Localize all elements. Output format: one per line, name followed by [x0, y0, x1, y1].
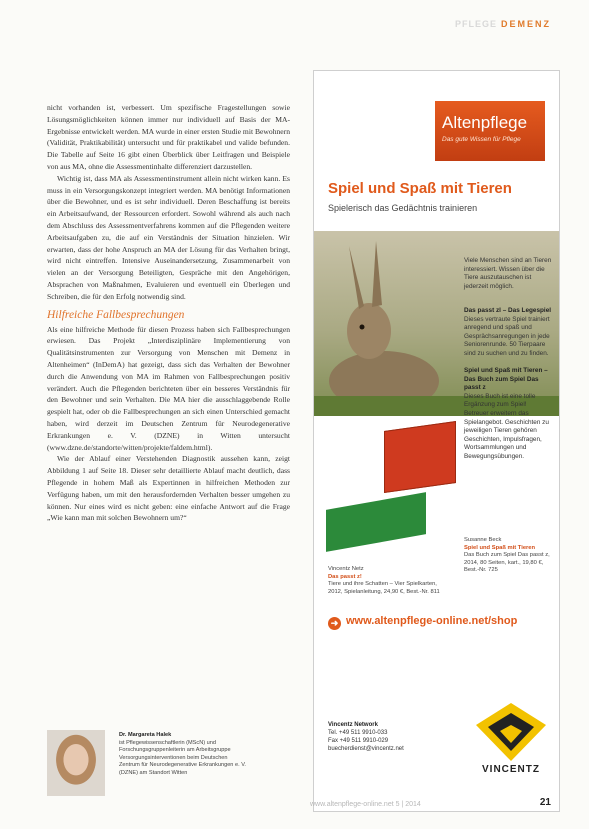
subheading: Hilfreiche Fallbesprechungen [47, 308, 185, 321]
article-column [47, 102, 290, 524]
author-photo [47, 730, 105, 796]
game-heading: Das passt zl – Das Legespiel [464, 307, 552, 314]
footer-url: www.altenpflege-online.net 5 | 2014 [310, 801, 421, 808]
ad-title: Spiel und Spaß mit Tieren [328, 180, 512, 197]
book-block [464, 367, 552, 462]
game-block [464, 307, 552, 359]
book-heading: Spiel und Spaß mit Tieren – Das Buch zum Spiel Das passt z [464, 367, 548, 392]
fax: Fax +49 511 9910-029 [328, 738, 389, 744]
game-caption [328, 566, 453, 596]
altenpflege-logo [435, 101, 545, 161]
section-prefix: PFLEGE [454, 19, 497, 29]
ad-subtitle: Spielerisch das Gedächtnis trainieren [328, 203, 478, 213]
game-cap-title: Das passt z! [328, 573, 362, 580]
advertisement [313, 70, 560, 812]
book-text: Dieses Buch ist eine tolle Ergänzung zum Spiel! Betreuer erweitern das Spielangebot. Geschichten zu jeweiligen Tieren gehören Geschichten, Impulsfragen, Wortsammlungen und Bewegungsübungen. [464, 392, 549, 460]
shop-link[interactable] [328, 616, 517, 630]
author-bio-text: ist Pflegewissenschaftlerin (MScN) und Forschungsgruppenleiterin am Arbeitsgruppe Versorgungsinterventionen beim Deutschen Zentrum für Neurodegenerative Erkrankungen e. V. (DZNE) am Standort Witten [119, 739, 246, 776]
email[interactable]: buecherdienst@vincentz.net [328, 746, 404, 752]
vincentz-mark-icon [476, 703, 546, 763]
brand-name: Altenpflege [442, 113, 528, 132]
shop-url[interactable]: www.altenpflege-online.net/shop [346, 615, 518, 627]
book-cover [384, 421, 456, 493]
book-cap-text: Das Buch zum Spiel Das passt z, 2014, 80 Seiten, kart., 19,80 €, Best.-Nr. 725 [464, 552, 550, 574]
logo-word: VINCENTZ [482, 764, 540, 775]
book-cap-author: Susanne Beck [464, 537, 502, 543]
article-paragraph: nicht vorhanden ist, verbessert. Um spezifische Fragestellungen sowie Lösungsmöglichkeiten können immer nur individuell auf Basis der MA-Ergebnisse entwickelt werden. MA wurde in einer ersten Studie mit Bewohnern (Validität, Praktikabilität) untersucht und für praktikabel und valide befunden. Die Tabelle auf Seite 16 gibt einen Überblick über Leitfragen und Beispiele von aus MA, ohne die Assessmentinhalte differenziert darzustellen. [47, 103, 290, 171]
game-cap-text: Tiere und ihre Schatten – Vier Spielkarten, 2012, Spielanleitung, 24,90 €, Best.-Nr. 811 [328, 581, 440, 595]
game-text: Dieses vertraute Spiel trainiert anregend und spaß und Gesprächsanregungen in jede Seniorenrunde. 50 Tierpaare sind zu suchen und zu finden. [464, 315, 550, 357]
article-paragraph: Wie der Ablauf einer Verstehenden Diagnostik aussehen kann, zeigt Abbildung 1 auf Seite 18. Dieser sehr detaillierte Ablauf macht deutlich, dass Pflegende in hohem Maß als Expertinnen in hilfreichen Methoden zur Verfügung haben, um mit den herausfordernden Verhalten besser umgehen zu können. Nur eines wird es nicht geben: eine einfache Antwort auf die Frage „Wie kann man mit solchen Bewohnern um?“ [47, 454, 290, 523]
game-cap-author: Vincentz Netz [328, 566, 364, 572]
publisher-name: Vincentz Network [328, 722, 378, 728]
section-tag [455, 20, 551, 29]
brand-tagline: Das gute Wissen für Pflege [442, 136, 521, 143]
contact-block [328, 721, 404, 753]
game-box [326, 492, 426, 552]
ad-intro: Viele Menschen sind an Tieren interessiert. Wissen über die Tiere auszutauschen ist jederzeit möglich. [464, 257, 552, 290]
article-paragraph: Wichtig ist, dass MA als Assessmentinstrument allein nicht wirken kann. Es muss in ein Versorgungskonzept integriert werden. MA benötigt Informationen über die Bewohner, und es ist sehr individuell. Deren Beschaffung ist bereits ein Arbeitsaufwand, der Ressourcen erfordert. Sowohl während als auch nach dem Abschluss des Assessmentverfahrens kommen auf die Pflegenden weitere Arbeitsaufgaben zu, die auf ein Verständnis der Situation hinzielen. Wir erwarten, dass der hohe Anspruch an MA der Lösung für das Verhalten bringt, wird nicht eintreffen. Intensive Auseinandersetzung, Zusammenarbeit von vielen an der Versorgung Beteiligten, Gespräche mit den Angehörigen, Absprachen von Maßnahmen, Evaluieren und eventuell ein Überlegen und Schreiben, die für den Erfolg notwendig sind. [47, 173, 290, 301]
page-number: 21 [539, 797, 551, 808]
book-caption [464, 537, 552, 575]
arrow-right-icon: ➜ [328, 617, 341, 630]
phone: Tel. +49 511 9910-033 [328, 730, 388, 736]
vincentz-logo [476, 703, 546, 783]
author-bio [119, 732, 249, 778]
section-label: DEMENZ [501, 19, 551, 29]
author-name: Dr. Margareta Halek [119, 732, 172, 738]
book-cap-title: Spiel und Spaß mit Tieren [464, 544, 536, 551]
article-paragraph: Als eine hilfreiche Methode für diesen Prozess haben sich Fallbesprechungen erwiesen. Das Projekt „Interdisziplinäre Implementierung von Qualitätsinstrumenten zur Versorgung von Menschen mit Demenz in Altenheimen“ (InDemA) hat gezeigt, dass sich das Verhalten der Bewohner durch die Anwendung von MA im Rahmen von Fallbesprechungen positiv verändert. Auch die Pflegenden berichteten über ein besseres Verständnis für den Bewohner und sein Verhalten. Die MA hier die ausschlaggebende Rolle gespielt hat, oder ob die Fallbesprechungen an sich einen Unterschied gemacht haben, wird derzeit im Deutschen Zentrum für Neurodegenerative Erkrankungen e. V. (DZNE) in Witten untersucht (www.dzne.de/standorte/witten/projekte/faldem.html). [47, 324, 290, 452]
